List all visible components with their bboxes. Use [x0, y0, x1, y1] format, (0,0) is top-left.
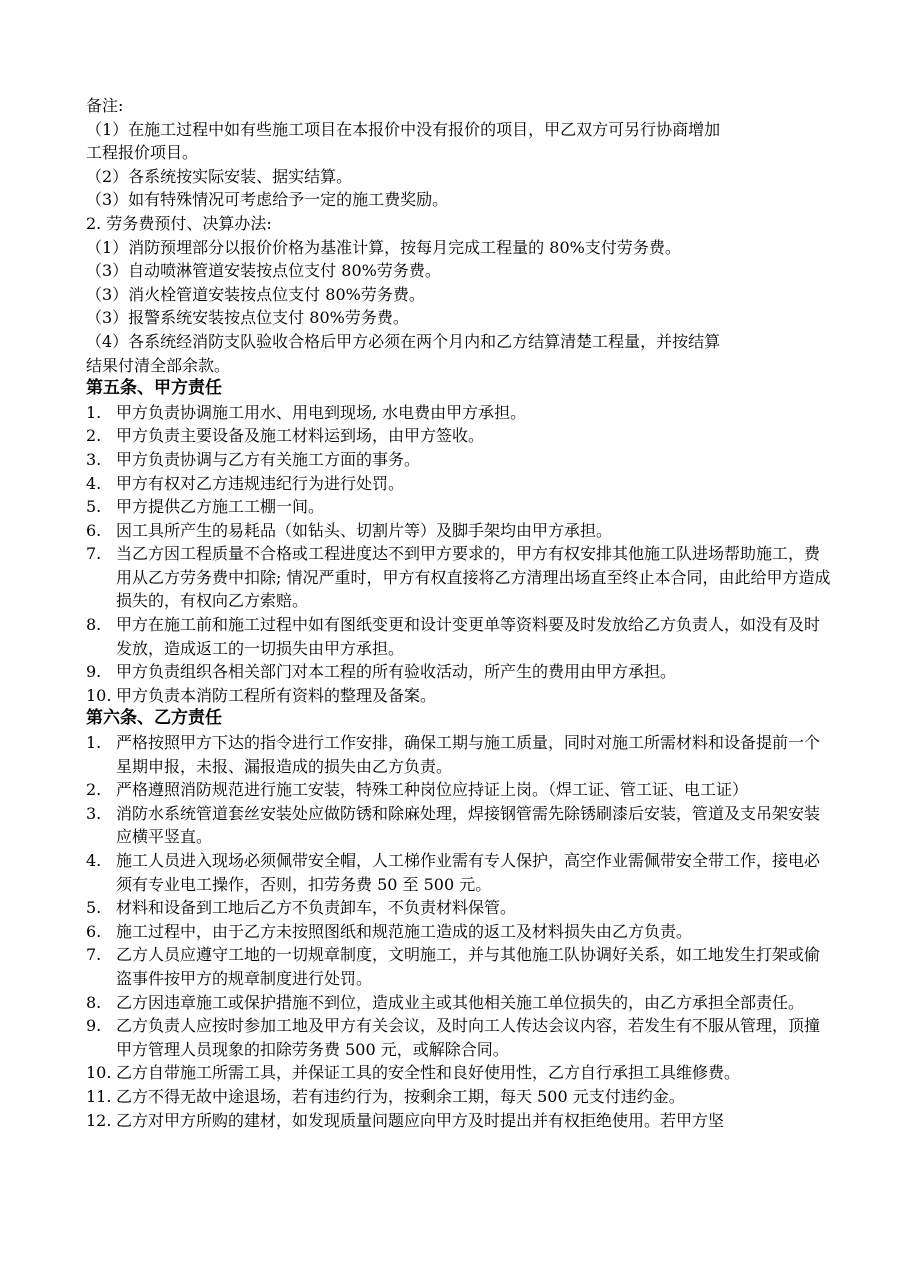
- list-item: [86, 424, 831, 448]
- list-item: [86, 1085, 831, 1109]
- remarks-line: （2）各系统按实际安装、据实结算。: [86, 166, 353, 186]
- list-item-number: 12.: [86, 1110, 112, 1130]
- list-item: [86, 896, 831, 920]
- list-item-number: 9.: [86, 662, 102, 682]
- list-item-text: 甲方负责本消防工程所有资料的整理及备案。: [116, 685, 437, 705]
- list-item: [86, 1109, 831, 1133]
- payment-line: 结果付清全部余款。: [86, 355, 231, 375]
- list-item-number: 5.: [86, 497, 102, 517]
- payment-line: （4）各系统经消防支队验收合格后甲方必须在两个月内和乙方结算清楚工程量，并按结算: [86, 331, 721, 351]
- list-item-number: 8.: [86, 615, 102, 635]
- list-item-number: 7.: [86, 945, 102, 965]
- list-item-text: 因工具所产生的易耗品（如钻头、切割片等）及脚手架均由甲方承担。: [116, 520, 613, 540]
- payment-line: （3）消火栓管道安装按点位支付 80%劳务费。: [86, 284, 425, 304]
- list-item-number: 8.: [86, 992, 102, 1012]
- list-item-text: 乙方人员应遵守工地的一切规章制度，文明施工，并与其他施工队协调好关系，如工地发生打架或偷盗事件按甲方的规章制度进行处罚。: [116, 945, 821, 988]
- list-item-number: 6.: [86, 520, 102, 540]
- list-item: [86, 472, 831, 496]
- article6-heading: 第六条、乙方责任: [86, 708, 222, 729]
- list-item: [86, 401, 831, 425]
- list-item: [86, 660, 831, 684]
- list-item-text: 材料和设备到工地后乙方不负责卸车，不负责材料保管。: [116, 898, 517, 918]
- payment-line: （1）消防预埋部分以报价价格为基准计算，按每月完成工程量的 80%支付劳务费。: [86, 237, 681, 257]
- list-item-number: 10.: [86, 1063, 112, 1083]
- list-item: [86, 802, 831, 849]
- list-item-number: 6.: [86, 921, 102, 941]
- list-item-text: 施工过程中，由于乙方未按照图纸和规范施工造成的返工及材料损失由乙方负责。: [116, 921, 693, 941]
- article5-list: [86, 401, 831, 708]
- list-item: [86, 731, 831, 778]
- list-item-text: 甲方在施工前和施工过程中如有图纸变更和设计变更单等资料要及时发放给乙方负责人，如没有及时发放，造成返工的一切损失由甲方承担。: [116, 615, 821, 658]
- list-item: [86, 943, 831, 990]
- list-item: [86, 991, 831, 1015]
- article6-list: [86, 731, 831, 1132]
- list-item-text: 乙方不得无故中途退场，若有违约行为，按剩余工期，每天 500 元支付违约金。: [116, 1086, 685, 1106]
- list-item-number: 2.: [86, 426, 102, 446]
- list-item-number: 4.: [86, 473, 102, 493]
- list-item-number: 7.: [86, 544, 102, 564]
- list-item-text: 施工人员进入现场必须佩带安全帽，人工梯作业需有专人保护，高空作业需佩带安全带工作，接电必须有专业电工操作，否则，扣劳务费 50 至 500 元。: [116, 851, 821, 894]
- list-item-number: 10.: [86, 685, 112, 705]
- list-item-text: 严格按照甲方下达的指令进行工作安排，确保工期与施工质量，同时对施工所需材料和设备提前一个星期申报，未报、漏报造成的损失由乙方负责。: [116, 733, 821, 776]
- list-item-number: 4.: [86, 851, 102, 870]
- list-item: [86, 849, 831, 896]
- list-item-text: 乙方因违章施工或保护措施不到位，造成业主或其他相关施工单位损失的，由乙方承担全部责任。: [116, 992, 805, 1012]
- payment-line: （3）自动喷淋管道安装按点位支付 80%劳务费。: [86, 261, 441, 281]
- list-item: [86, 920, 831, 944]
- list-item-text: 甲方有权对乙方违规违纪行为进行处罚。: [116, 473, 405, 493]
- list-item-text: 甲方提供乙方施工工棚一间。: [116, 497, 325, 517]
- payment-title: 2. 劳务费预付、决算办法:: [86, 213, 272, 233]
- list-item-number: 3.: [86, 803, 102, 823]
- list-item-text: 甲方负责协调与乙方有关施工方面的事务。: [116, 449, 421, 469]
- list-item-text: 甲方负责协调施工用水、用电到现场, 水电费由甲方承担。: [116, 402, 527, 422]
- list-item-text: 消防水系统管道套丝安装处应做防锈和除麻处理，焊接钢管需先除锈刷漆后安装，管道及支吊架安装应横平竖直。: [116, 803, 821, 847]
- payment-line: （3）报警系统安装按点位支付 80%劳务费。: [86, 308, 409, 328]
- list-item: [86, 1061, 831, 1085]
- list-item-number: 1.: [86, 402, 102, 422]
- article5-heading: 第五条、甲方责任: [86, 378, 222, 399]
- list-item: [86, 542, 831, 613]
- list-item-text: 甲方负责主要设备及施工材料运到场，由甲方签收。: [116, 426, 485, 446]
- remarks-line: 工程报价项目。: [86, 143, 199, 163]
- list-item-text: 乙方负责人应按时参加工地及甲方有关会议，及时向工人传达会议内容，若发生有不服从管理，顶撞甲方管理人员现象的扣除劳务费 500 元，或解除合同。: [116, 1016, 821, 1059]
- list-item: [86, 495, 831, 519]
- list-item-number: 11.: [86, 1086, 112, 1106]
- list-item-number: 3.: [86, 449, 102, 469]
- list-item: [86, 1014, 831, 1061]
- remarks-title: 备注:: [86, 96, 124, 115]
- list-item: [86, 448, 831, 472]
- list-item-text: 甲方负责组织各相关部门对本工程的所有验收活动，所产生的费用由甲方承担。: [116, 662, 677, 682]
- list-item-number: 1.: [86, 733, 102, 753]
- list-item-text: 乙方自带施工所需工具，并保证工具的安全性和良好使用性，乙方自行承担工具维修费。: [116, 1063, 741, 1083]
- list-item-number: 9.: [86, 1016, 102, 1036]
- list-item: [86, 613, 831, 660]
- list-item-number: 2.: [86, 780, 102, 800]
- list-item: [86, 684, 831, 708]
- list-item-text: 当乙方因工程质量不合格或工程进度达不到甲方要求的，甲方有权安排其他施工队进场帮助施工，费用从乙方劳务费中扣除; 情况严重时，甲方有权直接将乙方清理出场直至终止本合同，由此给甲方造成损失的，有权向乙方索赔。: [116, 544, 831, 611]
- list-item-number: 5.: [86, 898, 102, 918]
- remarks-line: （1）在施工过程中如有些施工项目在本报价中没有报价的项目，甲乙双方可另行协商增加: [86, 119, 721, 139]
- list-item-text: 严格遵照消防规范进行施工安装，特殊工种岗位应持证上岗。（焊工证、管工证、电工证）: [116, 780, 749, 800]
- remarks-line: （3）如有特殊情况可考虑给予一定的施工费奖励。: [86, 190, 449, 210]
- list-item: [86, 778, 831, 802]
- list-item-text: 乙方对甲方所购的建材，如发现质量问题应向甲方及时提出并有权拒绝使用。若甲方坚: [116, 1110, 725, 1130]
- document-body: [86, 94, 831, 1132]
- list-item: [86, 519, 831, 543]
